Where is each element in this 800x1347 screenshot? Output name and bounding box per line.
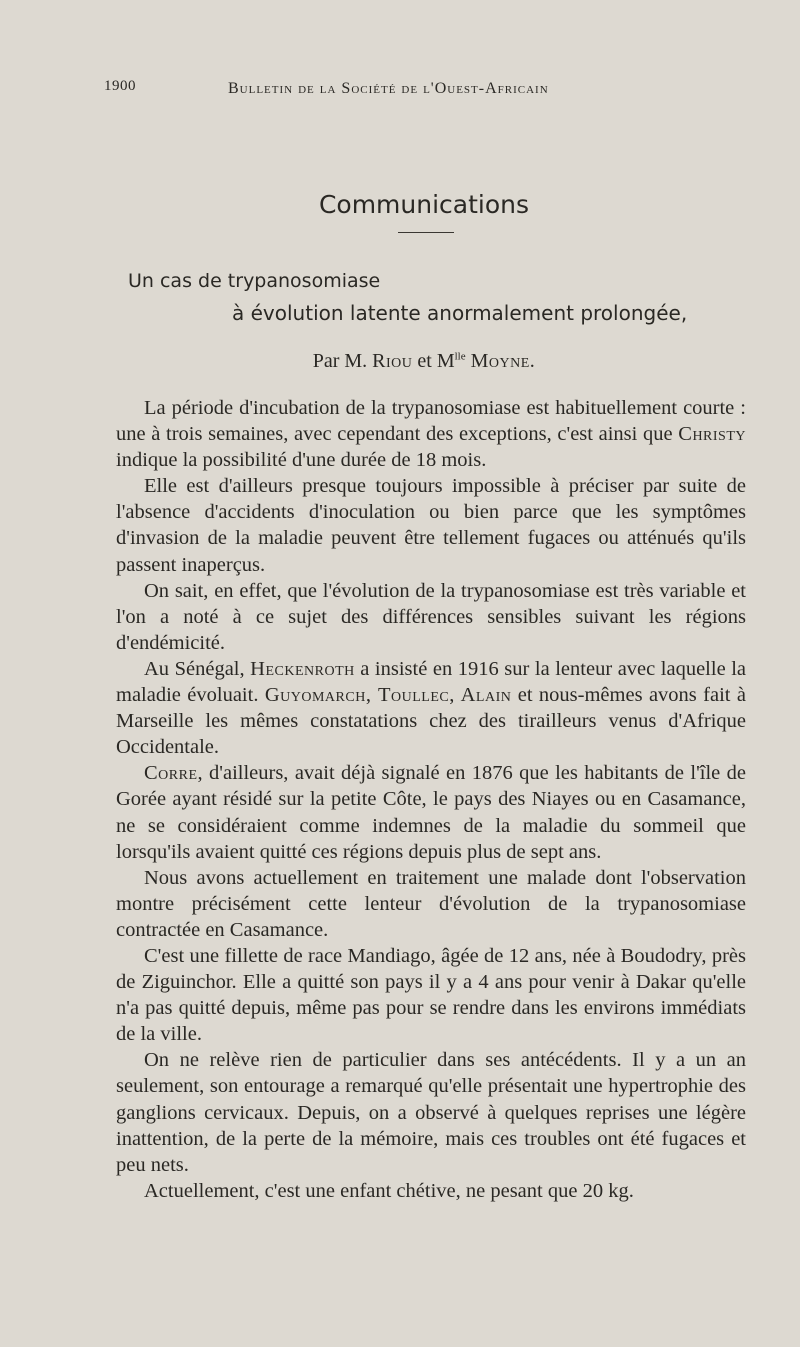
page-number: 1900 bbox=[104, 78, 136, 94]
paragraph: On sait, en effet, que l'évolution de la trypanosomiase est très variable et l'on a noté à ce sujet des différences sensibles suivant les régions d'endémicité. bbox=[116, 579, 746, 654]
byline-prefix: Par M. bbox=[312, 350, 368, 372]
paragraph: Au Sénégal, Heckenroth a insisté en 1916 sur la lenteur avec laquelle la maladie évoluait. Guyomarch, Toullec, Alain et nous-mêmes avons fait à Marseille les mêmes constatations chez des tirailleurs venus d'Afrique Occidentale. bbox=[116, 657, 747, 759]
author-title-sup: lle bbox=[454, 350, 466, 363]
paragraph: C'est une fillette de race Mandiago, âgée de 12 ans, née à Boudodry, près de Ziguinchor. Elle a quitté son pays il y a 4 ans pour venir à Dakar qu'elle n'a pas quitté depuis, même pas pour se rendre dans les environs immédiats de la ville. bbox=[116, 944, 746, 1046]
author-moyne: Moyne. bbox=[470, 350, 536, 372]
journal-title: Bulletin de la Société de l'Ouest-Africain bbox=[228, 80, 549, 97]
paragraph: La période d'incubation de la trypanosomiase est habituellement courte : une à trois semaines, avec cependant des exceptions, c'est ainsi que Christy indique la possibilité d'une durée de 18 mois. bbox=[116, 397, 746, 472]
byline-conjunction: et M bbox=[417, 350, 455, 372]
section-title: Communications bbox=[318, 190, 530, 219]
article-body bbox=[116, 395, 746, 1204]
paragraph: Actuellement, c'est une enfant chétive, ne pesant que 20 kg. bbox=[144, 1179, 634, 1202]
section-divider bbox=[398, 232, 454, 233]
paragraph: On ne relève rien de particulier dans ses antécédents. Il y a un an seulement, son entourage a remarqué qu'elle présentait une hypertrophie des ganglions cervicaux. Depuis, on a observé à quelques reprises une légère inattention, de la perte de la mémoire, mais ces troubles ont été fugaces et peu nets. bbox=[116, 1049, 746, 1176]
article-title-line-2: à évolution latente anormalement prolongée, bbox=[232, 301, 688, 325]
paragraph: Corre, d'ailleurs, avait déjà signalé en 1876 que les habitants de l'île de Gorée ayant résidé sur la petite Côte, le pays des Niayes ou en Casamance, ne se considéraient comme indemnes de la maladie du sommeil que lorsqu'ils avaient quitté ces régions depuis plus de sept ans. bbox=[116, 762, 746, 863]
byline bbox=[0, 350, 800, 373]
author-riou: Riou bbox=[372, 350, 413, 372]
paragraph: Elle est d'ailleurs presque toujours impossible à préciser par suite de l'absence d'accidents d'inoculation ou bien parce que les symptômes d'invasion de la maladie peuvent être tellement fugaces ou atténués qu'ils passent inaperçus. bbox=[116, 475, 746, 576]
paragraph: Nous avons actuellement en traitement une malade dont l'observation montre précisément cette lenteur d'évolution de la trypanosomiase contractée en Casamance. bbox=[116, 866, 746, 941]
article-title-line-1: Un cas de trypanosomiase bbox=[128, 270, 381, 292]
